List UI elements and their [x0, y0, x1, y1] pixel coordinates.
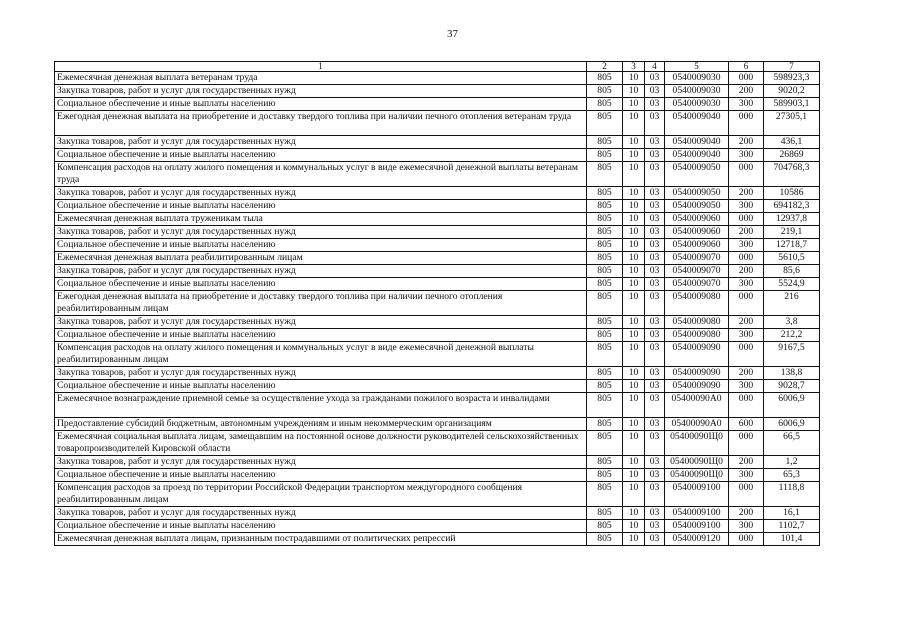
subsection-code-cell: 03 [645, 291, 665, 316]
section-code-cell: 10 [623, 520, 645, 533]
amount-cell: 66,5 [764, 431, 820, 456]
ministry-code-cell: 805 [587, 520, 623, 533]
ministry-code-cell: 805 [587, 162, 623, 187]
amount-cell: 101,4 [764, 533, 820, 546]
target-article-cell: 0540009050 [665, 162, 729, 187]
row-name-cell: Закупка товаров, работ и услуг для государственных нужд [55, 316, 587, 329]
section-code-cell: 10 [623, 469, 645, 482]
table-row [55, 98, 820, 111]
ministry-code-cell: 805 [587, 456, 623, 469]
section-code-cell: 10 [623, 252, 645, 265]
subsection-code-cell: 03 [645, 98, 665, 111]
table-row [55, 507, 820, 520]
amount-cell: 589903,1 [764, 98, 820, 111]
section-code-cell: 10 [623, 149, 645, 162]
ministry-code-cell: 805 [587, 367, 623, 380]
row-name-cell: Социальное обеспечение и иные выплаты населению [55, 380, 587, 393]
table-row [55, 136, 820, 149]
target-article-cell: 0540009080 [665, 316, 729, 329]
row-name-cell: Ежегодная денежная выплата на приобретение и доставку твердого топлива при наличии печного отопления реабилитированным лицам [55, 291, 587, 316]
column-number-row [55, 62, 820, 72]
table-body [55, 72, 820, 546]
row-name-cell: Ежемесячная денежная выплата лицам, признанным пострадавшими от политических репрессий [55, 533, 587, 546]
target-article-cell: 0540009080 [665, 291, 729, 316]
ministry-code-cell: 805 [587, 507, 623, 520]
target-article-cell: 0540009100 [665, 507, 729, 520]
subsection-code-cell: 03 [645, 72, 665, 85]
table-row [55, 213, 820, 226]
ministry-code-cell: 805 [587, 265, 623, 278]
row-name-cell: Социальное обеспечение и иные выплаты населению [55, 239, 587, 252]
subsection-code-cell: 03 [645, 469, 665, 482]
ministry-code-cell: 805 [587, 533, 623, 546]
table-row [55, 200, 820, 213]
section-code-cell: 10 [623, 533, 645, 546]
expense-type-cell: 200 [729, 265, 764, 278]
target-article-cell: 0540009040 [665, 149, 729, 162]
amount-cell: 6006,9 [764, 418, 820, 431]
target-article-cell: 0540009030 [665, 85, 729, 98]
ministry-code-cell: 805 [587, 187, 623, 200]
row-name-cell: Компенсация расходов на оплату жилого помещения и коммунальных услуг в виде ежемесячной денежной выплаты реабилитированным лицам [55, 342, 587, 367]
amount-cell: 138,8 [764, 367, 820, 380]
subsection-code-cell: 03 [645, 431, 665, 456]
row-name-cell: Ежемесячная социальная выплата лицам, замещавшим на постоянной основе должности руководителей сельскохозяйственных товаропроизводителей Кировской области [55, 431, 587, 456]
target-article-cell: 0540009090 [665, 367, 729, 380]
target-article-cell: 0540009060 [665, 226, 729, 239]
section-code-cell: 10 [623, 98, 645, 111]
subsection-code-cell: 03 [645, 162, 665, 187]
section-code-cell: 10 [623, 456, 645, 469]
expense-type-cell: 300 [729, 200, 764, 213]
row-name-cell: Закупка товаров, работ и услуг для государственных нужд [55, 226, 587, 239]
table-row [55, 367, 820, 380]
ministry-code-cell: 805 [587, 278, 623, 291]
amount-cell: 27305,1 [764, 111, 820, 136]
table-row [55, 380, 820, 393]
table-row [55, 291, 820, 316]
subsection-code-cell: 03 [645, 520, 665, 533]
row-name-cell: Компенсация расходов за проезд по территории Российской Федерации транспортом междугородного сообщения реабилитированным лицам [55, 482, 587, 507]
subsection-code-cell: 03 [645, 380, 665, 393]
column-header: 1 [55, 62, 587, 72]
table-row [55, 85, 820, 98]
amount-cell: 9020,2 [764, 85, 820, 98]
amount-cell: 212,2 [764, 329, 820, 342]
table-row [55, 162, 820, 187]
target-article-cell: 0540009050 [665, 200, 729, 213]
target-article-cell: 0540009090 [665, 380, 729, 393]
expense-type-cell: 000 [729, 213, 764, 226]
table-row [55, 239, 820, 252]
expense-type-cell: 300 [729, 98, 764, 111]
row-name-cell: Предоставление субсидий бюджетным, автономным учреждениям и иным некоммерческим организациям [55, 418, 587, 431]
expense-type-cell: 000 [729, 111, 764, 136]
ministry-code-cell: 805 [587, 239, 623, 252]
ministry-code-cell: 805 [587, 200, 623, 213]
subsection-code-cell: 03 [645, 342, 665, 367]
subsection-code-cell: 03 [645, 213, 665, 226]
section-code-cell: 10 [623, 200, 645, 213]
target-article-cell: 0540009070 [665, 278, 729, 291]
section-code-cell: 10 [623, 507, 645, 520]
row-name-cell: Закупка товаров, работ и услуг для государственных нужд [55, 85, 587, 98]
ministry-code-cell: 805 [587, 482, 623, 507]
section-code-cell: 10 [623, 265, 645, 278]
row-name-cell: Социальное обеспечение и иные выплаты населению [55, 469, 587, 482]
expense-type-cell: 000 [729, 431, 764, 456]
section-code-cell: 10 [623, 291, 645, 316]
table-row [55, 72, 820, 85]
table-row [55, 520, 820, 533]
amount-cell: 216 [764, 291, 820, 316]
table-row [55, 418, 820, 431]
subsection-code-cell: 03 [645, 278, 665, 291]
ministry-code-cell: 805 [587, 111, 623, 136]
column-header: 4 [645, 62, 665, 72]
table-row [55, 278, 820, 291]
subsection-code-cell: 03 [645, 533, 665, 546]
subsection-code-cell: 03 [645, 329, 665, 342]
section-code-cell: 10 [623, 367, 645, 380]
section-code-cell: 10 [623, 239, 645, 252]
subsection-code-cell: 03 [645, 418, 665, 431]
expense-type-cell: 300 [729, 149, 764, 162]
ministry-code-cell: 805 [587, 226, 623, 239]
table-row [55, 265, 820, 278]
row-name-cell: Социальное обеспечение и иные выплаты населению [55, 520, 587, 533]
row-name-cell: Ежемесячная денежная выплата труженикам тыла [55, 213, 587, 226]
table-row [55, 342, 820, 367]
subsection-code-cell: 03 [645, 136, 665, 149]
expense-type-cell: 200 [729, 316, 764, 329]
amount-cell: 1118,8 [764, 482, 820, 507]
target-article-cell: 0540009100 [665, 520, 729, 533]
row-name-cell: Компенсация расходов на оплату жилого помещения и коммунальных услуг в виде ежемесячной денежной выплаты ветеранам труда [55, 162, 587, 187]
expense-type-cell: 000 [729, 482, 764, 507]
amount-cell: 9167,5 [764, 342, 820, 367]
ministry-code-cell: 805 [587, 291, 623, 316]
table-row [55, 431, 820, 456]
row-name-cell: Закупка товаров, работ и услуг для государственных нужд [55, 507, 587, 520]
subsection-code-cell: 03 [645, 507, 665, 520]
ministry-code-cell: 805 [587, 393, 623, 418]
expense-type-cell: 000 [729, 533, 764, 546]
ministry-code-cell: 805 [587, 72, 623, 85]
subsection-code-cell: 03 [645, 226, 665, 239]
section-code-cell: 10 [623, 162, 645, 187]
table-row [55, 482, 820, 507]
table-row [55, 149, 820, 162]
column-header: 5 [665, 62, 729, 72]
target-article-cell: 05400090Щ0 [665, 431, 729, 456]
amount-cell: 694182,3 [764, 200, 820, 213]
amount-cell: 219,1 [764, 226, 820, 239]
row-name-cell: Ежемесячное вознаграждение приемной семье за осуществление ухода за гражданами пожилого возраста и инвалидами [55, 393, 587, 418]
row-name-cell: Закупка товаров, работ и услуг для государственных нужд [55, 136, 587, 149]
target-article-cell: 0540009060 [665, 239, 729, 252]
target-article-cell: 0540009120 [665, 533, 729, 546]
subsection-code-cell: 03 [645, 239, 665, 252]
ministry-code-cell: 805 [587, 329, 623, 342]
section-code-cell: 10 [623, 380, 645, 393]
table-row [55, 226, 820, 239]
row-name-cell: Социальное обеспечение и иные выплаты населению [55, 278, 587, 291]
subsection-code-cell: 03 [645, 367, 665, 380]
expense-type-cell: 200 [729, 367, 764, 380]
amount-cell: 85,6 [764, 265, 820, 278]
column-header: 6 [729, 62, 764, 72]
table-row [55, 316, 820, 329]
amount-cell: 10586 [764, 187, 820, 200]
ministry-code-cell: 805 [587, 213, 623, 226]
amount-cell: 12718,7 [764, 239, 820, 252]
ministry-code-cell: 805 [587, 316, 623, 329]
expense-type-cell: 000 [729, 252, 764, 265]
expense-type-cell: 600 [729, 418, 764, 431]
expense-type-cell: 000 [729, 162, 764, 187]
expense-type-cell: 200 [729, 456, 764, 469]
expense-type-cell: 300 [729, 329, 764, 342]
ministry-code-cell: 805 [587, 469, 623, 482]
table-row [55, 329, 820, 342]
row-name-cell: Закупка товаров, работ и услуг для государственных нужд [55, 187, 587, 200]
table-row [55, 533, 820, 546]
row-name-cell: Ежегодная денежная выплата на приобретение и доставку твердого топлива при наличии печного отопления ветеранам труда [55, 111, 587, 136]
amount-cell: 436,1 [764, 136, 820, 149]
ministry-code-cell: 805 [587, 149, 623, 162]
budget-table [54, 61, 820, 546]
section-code-cell: 10 [623, 393, 645, 418]
ministry-code-cell: 805 [587, 342, 623, 367]
subsection-code-cell: 03 [645, 111, 665, 136]
column-header: 2 [587, 62, 623, 72]
target-article-cell: 0540009090 [665, 342, 729, 367]
ministry-code-cell: 805 [587, 418, 623, 431]
subsection-code-cell: 03 [645, 252, 665, 265]
section-code-cell: 10 [623, 278, 645, 291]
target-article-cell: 05400090А0 [665, 393, 729, 418]
target-article-cell: 0540009030 [665, 98, 729, 111]
amount-cell: 1102,7 [764, 520, 820, 533]
amount-cell: 598923,3 [764, 72, 820, 85]
subsection-code-cell: 03 [645, 200, 665, 213]
row-name-cell: Закупка товаров, работ и услуг для государственных нужд [55, 265, 587, 278]
section-code-cell: 10 [623, 418, 645, 431]
subsection-code-cell: 03 [645, 456, 665, 469]
page-number: 37 [447, 28, 458, 40]
section-code-cell: 10 [623, 226, 645, 239]
ministry-code-cell: 805 [587, 136, 623, 149]
target-article-cell: 0540009040 [665, 136, 729, 149]
column-header: 7 [764, 62, 820, 72]
expense-type-cell: 000 [729, 393, 764, 418]
amount-cell: 16,1 [764, 507, 820, 520]
row-name-cell: Социальное обеспечение и иные выплаты населению [55, 149, 587, 162]
row-name-cell: Социальное обеспечение и иные выплаты населению [55, 200, 587, 213]
expense-type-cell: 000 [729, 342, 764, 367]
table-row [55, 252, 820, 265]
expense-type-cell: 300 [729, 520, 764, 533]
subsection-code-cell: 03 [645, 149, 665, 162]
expense-type-cell: 200 [729, 507, 764, 520]
section-code-cell: 10 [623, 329, 645, 342]
target-article-cell: 05400090Щ0 [665, 469, 729, 482]
table-row [55, 187, 820, 200]
expense-type-cell: 000 [729, 72, 764, 85]
target-article-cell: 0540009080 [665, 329, 729, 342]
row-name-cell: Закупка товаров, работ и услуг для государственных нужд [55, 367, 587, 380]
table-row [55, 469, 820, 482]
section-code-cell: 10 [623, 431, 645, 456]
section-code-cell: 10 [623, 85, 645, 98]
amount-cell: 5524,9 [764, 278, 820, 291]
row-name-cell: Ежемесячная денежная выплата реабилитированным лицам [55, 252, 587, 265]
section-code-cell: 10 [623, 316, 645, 329]
column-header: 3 [623, 62, 645, 72]
ministry-code-cell: 805 [587, 252, 623, 265]
amount-cell: 704768,3 [764, 162, 820, 187]
expense-type-cell: 200 [729, 136, 764, 149]
expense-type-cell: 300 [729, 239, 764, 252]
subsection-code-cell: 03 [645, 265, 665, 278]
table-row [55, 111, 820, 136]
subsection-code-cell: 03 [645, 393, 665, 418]
section-code-cell: 10 [623, 187, 645, 200]
expense-type-cell: 200 [729, 187, 764, 200]
row-name-cell: Закупка товаров, работ и услуг для государственных нужд [55, 456, 587, 469]
target-article-cell: 0540009040 [665, 111, 729, 136]
amount-cell: 9028,7 [764, 380, 820, 393]
subsection-code-cell: 03 [645, 187, 665, 200]
expense-type-cell: 200 [729, 85, 764, 98]
expense-type-cell: 300 [729, 278, 764, 291]
amount-cell: 5610,5 [764, 252, 820, 265]
amount-cell: 12937,8 [764, 213, 820, 226]
target-article-cell: 0540009100 [665, 482, 729, 507]
table-row [55, 393, 820, 418]
expense-type-cell: 200 [729, 226, 764, 239]
section-code-cell: 10 [623, 213, 645, 226]
amount-cell: 26869 [764, 149, 820, 162]
section-code-cell: 10 [623, 72, 645, 85]
target-article-cell: 0540009070 [665, 265, 729, 278]
target-article-cell: 05400090А0 [665, 418, 729, 431]
section-code-cell: 10 [623, 111, 645, 136]
ministry-code-cell: 805 [587, 98, 623, 111]
amount-cell: 6006,9 [764, 393, 820, 418]
section-code-cell: 10 [623, 482, 645, 507]
expense-type-cell: 000 [729, 291, 764, 316]
subsection-code-cell: 03 [645, 316, 665, 329]
expense-type-cell: 300 [729, 469, 764, 482]
target-article-cell: 0540009050 [665, 187, 729, 200]
section-code-cell: 10 [623, 136, 645, 149]
row-name-cell: Социальное обеспечение и иные выплаты населению [55, 98, 587, 111]
section-code-cell: 10 [623, 342, 645, 367]
row-name-cell: Социальное обеспечение и иные выплаты населению [55, 329, 587, 342]
subsection-code-cell: 03 [645, 85, 665, 98]
target-article-cell: 0540009060 [665, 213, 729, 226]
target-article-cell: 0540009030 [665, 72, 729, 85]
target-article-cell: 05400090Щ0 [665, 456, 729, 469]
table-row [55, 456, 820, 469]
amount-cell: 3,8 [764, 316, 820, 329]
ministry-code-cell: 805 [587, 380, 623, 393]
amount-cell: 1,2 [764, 456, 820, 469]
amount-cell: 65,3 [764, 469, 820, 482]
expense-type-cell: 300 [729, 380, 764, 393]
row-name-cell: Ежемесячная денежная выплата ветеранам труда [55, 72, 587, 85]
ministry-code-cell: 805 [587, 85, 623, 98]
subsection-code-cell: 03 [645, 482, 665, 507]
ministry-code-cell: 805 [587, 431, 623, 456]
target-article-cell: 0540009070 [665, 252, 729, 265]
